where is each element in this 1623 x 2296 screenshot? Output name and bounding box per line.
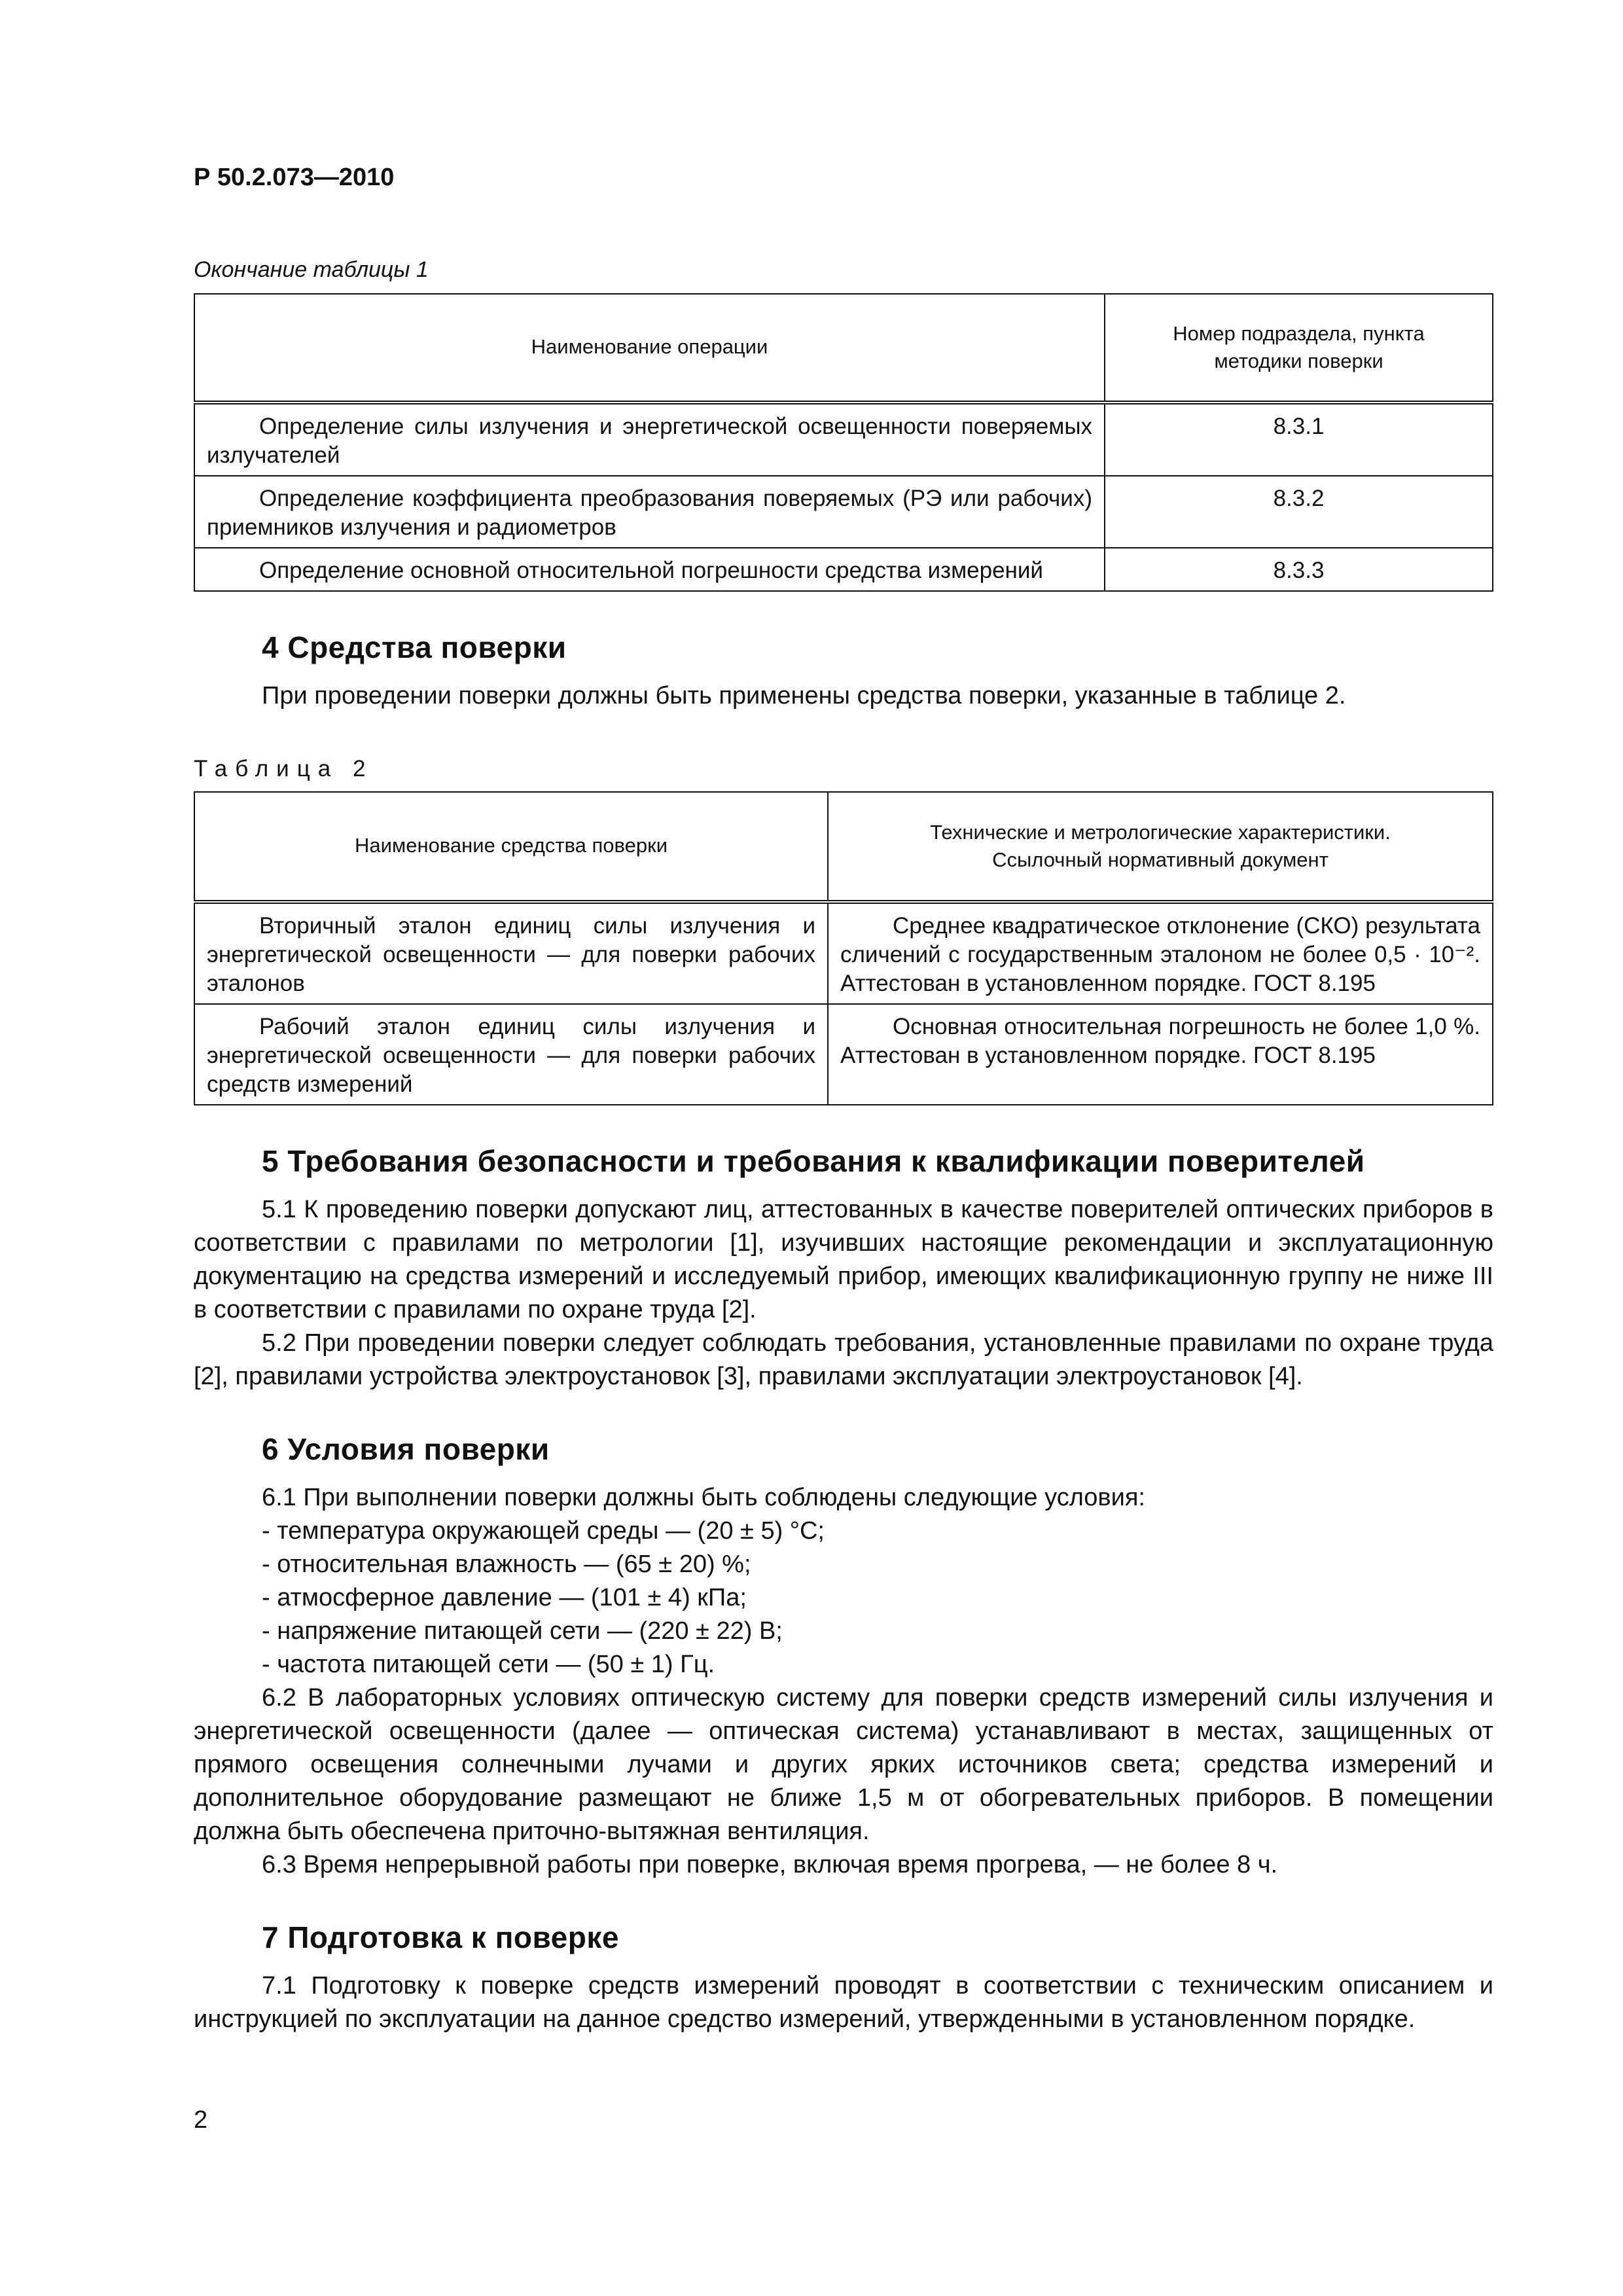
condition-item: - напряжение питающей сети — (220 ± 22) В; <box>262 1617 783 1645</box>
table1-caption: Окончание таблицы 1 <box>194 257 429 282</box>
section6-heading: 6 Условия поверки <box>262 1432 550 1466</box>
table2-header-name: Наименование средства поверки <box>194 792 828 902</box>
section5-heading: 5 Требования безопасности и требования к квалификации поверителей <box>262 1144 1365 1178</box>
table2-name-cell: Вторичный эталон единиц силы излучения и энергетической освещенности — для поверки рабочих эталонов <box>194 902 828 1004</box>
page-number: 2 <box>194 2106 208 2134</box>
table-row <box>194 548 1493 591</box>
document-code: Р 50.2.073—2010 <box>194 164 395 191</box>
table1-header-operation: Наименование операции <box>194 294 1105 403</box>
table1-ref-cell: 8.3.3 <box>1105 548 1493 591</box>
table-row <box>194 403 1493 476</box>
table1-header-row <box>194 294 1493 403</box>
document-page <box>194 164 1493 2036</box>
condition-item: - атмосферное давление — (101 ± 4) кПа; <box>262 1584 747 1611</box>
table1-ref-cell: 8.3.1 <box>1105 403 1493 476</box>
section4-text: При проведении поверки должны быть применены средства поверки, указанные в таблице 2. <box>262 682 1346 709</box>
table-row <box>194 476 1493 548</box>
table-row <box>194 902 1493 1004</box>
table1-operation-cell: Определение силы излучения и энергетической освещенности поверяемых излучателей <box>194 403 1105 476</box>
section6-paragraph-1: 6.1 При выполнении поверки должны быть соблюдены следующие условия: <box>262 1484 1145 1511</box>
condition-item: - относительная влажность — (65 ± 20) %; <box>262 1551 751 1578</box>
table2-spec-cell: Среднее квадратическое отклонение (СКО) результата сличений с государственным эталоном не более 0,5 · 10⁻². Аттестован в установленном порядке. ГОСТ 8.195 <box>828 902 1493 1004</box>
section6-paragraph-3: 6.3 Время непрерывной работы при поверке, включая время прогрева, — не более 8 ч. <box>262 1851 1278 1878</box>
section5-paragraph-2: 5.2 При проведении поверки следует соблюдать требования, установленные правилами по охране труда [2], правилами устройства электроустановок [3], правилами эксплуатации электроустановок [4]. <box>194 1329 1493 1390</box>
table1-operation-cell: Определение основной относительной погрешности средства измерений <box>194 548 1105 591</box>
table2-spec-cell: Основная относительная погрешность не более 1,0 %. Аттестован в установленном порядке. ГОСТ 8.195 <box>828 1004 1493 1105</box>
table1 <box>194 293 1493 592</box>
section7-heading: 7 Подготовка к поверке <box>262 1920 619 1954</box>
table1-header-ref: Номер подраздела, пункта методики поверки <box>1105 294 1493 403</box>
table2-caption: Таблица 2 <box>194 756 374 781</box>
table-row <box>194 1004 1493 1105</box>
condition-item: - частота питающей сети — (50 ± 1) Гц. <box>262 1651 715 1678</box>
section7-paragraph-1: 7.1 Подготовку к поверке средств измерений проводят в соответствии с техническим описанием и инструкцией по эксплуатации на данное средство измерений, утвержденными в установленном порядке. <box>194 1972 1493 2033</box>
table1-operation-cell: Определение коэффициента преобразования поверяемых (РЭ или рабочих) приемников излучения и радиометров <box>194 476 1105 548</box>
section6-paragraph-2: 6.2 В лабораторных условиях оптическую систему для поверки средств измерений силы излучения и энергетической освещенности (далее — оптическая система) устанавливают в местах, защищенных от прямого освещения солнечными лучами и других ярких источников света; средства измерений и дополнительное оборудование размещают не ближе 1,5 м от обогревательных приборов. В помещении должна быть обеспечена приточно-вытяжная вентиляция. <box>194 1684 1493 1845</box>
table2-name-cell: Рабочий эталон единиц силы излучения и энергетической освещенности — для поверки рабочих средств измерений <box>194 1004 828 1105</box>
table2-header-spec: Технические и метрологические характеристики. Ссылочный нормативный документ <box>828 792 1493 902</box>
table1-ref-cell: 8.3.2 <box>1105 476 1493 548</box>
table2-header-row <box>194 792 1493 902</box>
section5-paragraph-1: 5.1 К проведению поверки допускают лиц, аттестованных в качестве поверителей оптических приборов в соответствии с правилами по метрологии [1], изучивших настоящие рекомендации и эксплуатационную документацию на средства измерений и исследуемый прибор, имеющих квалификационную группу не ниже III в соответствии с правилами по охране труда [2]. <box>194 1196 1493 1323</box>
table2 <box>194 791 1493 1105</box>
section4-heading: 4 Средства поверки <box>262 630 567 664</box>
condition-item: - температура окружающей среды — (20 ± 5) °С; <box>262 1517 825 1545</box>
